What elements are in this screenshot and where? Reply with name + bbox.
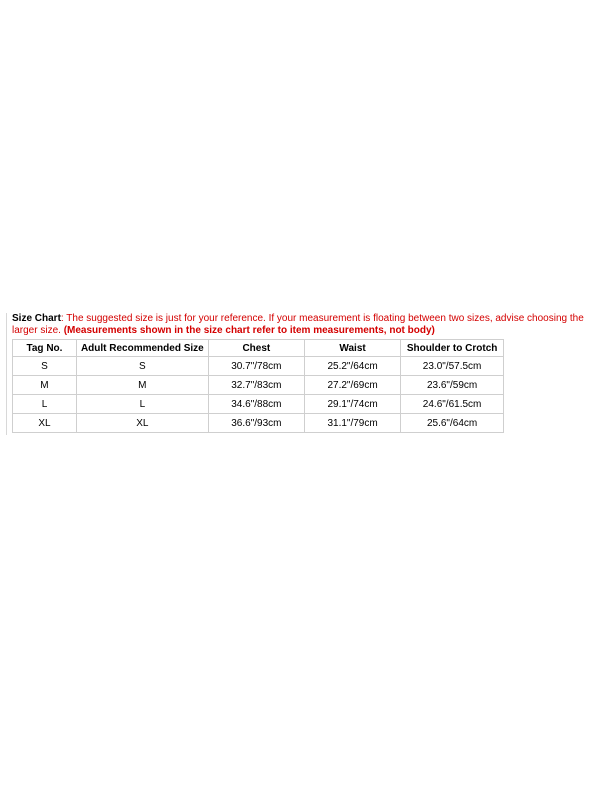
table-row [13, 414, 504, 433]
cell-shoulder: 24.6"/61.5cm [401, 395, 504, 414]
table-header-row [13, 340, 504, 357]
cell-tag: XL [13, 414, 77, 433]
cell-adult: M [76, 376, 208, 395]
cell-chest: 36.6"/93cm [208, 414, 304, 433]
size-chart-label: Size Chart [12, 313, 61, 324]
size-chart-emphasis: (Measurements shown in the size chart refer to item measurements, not body) [63, 325, 435, 336]
cell-waist: 27.2"/69cm [304, 376, 400, 395]
table-row [13, 376, 504, 395]
header-shoulder-to-crotch: Shoulder to Crotch [401, 340, 504, 357]
cell-waist: 31.1"/79cm [304, 414, 400, 433]
cell-chest: 30.7"/78cm [208, 357, 304, 376]
cell-waist: 25.2"/64cm [304, 357, 400, 376]
cell-shoulder: 23.6"/59cm [401, 376, 504, 395]
size-chart-section [6, 313, 600, 435]
table-row [13, 357, 504, 376]
cell-waist: 29.1"/74cm [304, 395, 400, 414]
cell-adult: L [76, 395, 208, 414]
cell-tag: S [13, 357, 77, 376]
size-table [12, 339, 504, 433]
cell-shoulder: 23.0"/57.5cm [401, 357, 504, 376]
cell-tag: L [13, 395, 77, 414]
cell-adult: S [76, 357, 208, 376]
table-row [13, 395, 504, 414]
cell-tag: M [13, 376, 77, 395]
cell-chest: 34.6"/88cm [208, 395, 304, 414]
size-chart-note: : The suggested size is just for your reference. If your measurement is floating between two sizes, advise choosing the larger size. [12, 313, 584, 336]
header-waist: Waist [304, 340, 400, 357]
size-chart-intro [12, 313, 594, 337]
cell-shoulder: 25.6"/64cm [401, 414, 504, 433]
cell-chest: 32.7"/83cm [208, 376, 304, 395]
header-adult-size: Adult Recommended Size [76, 340, 208, 357]
header-chest: Chest [208, 340, 304, 357]
header-tag-no: Tag No. [13, 340, 77, 357]
cell-adult: XL [76, 414, 208, 433]
